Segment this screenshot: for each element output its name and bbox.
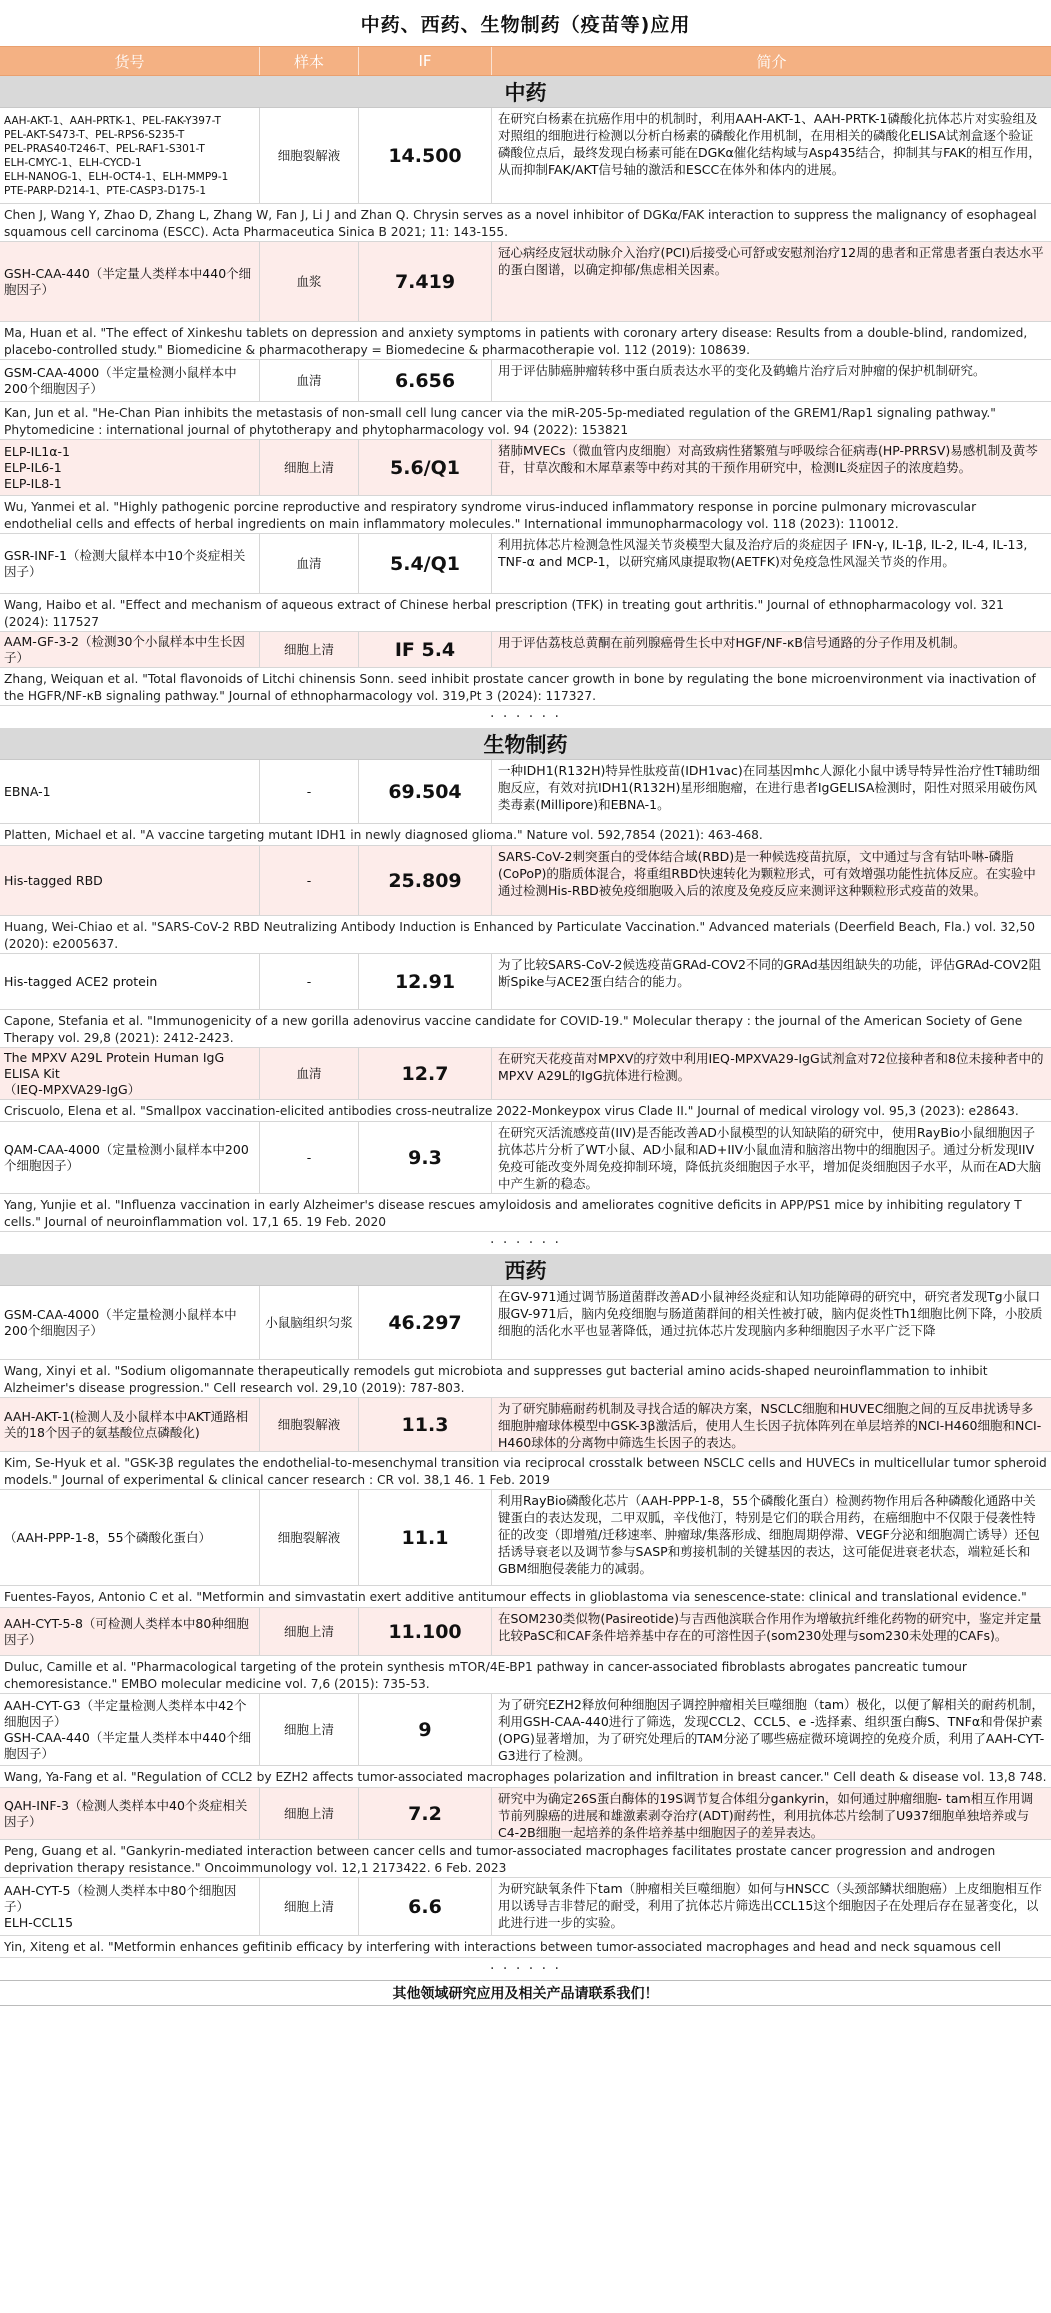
sample-cell bbox=[260, 242, 359, 321]
product-cell bbox=[0, 954, 260, 1009]
summary-cell-text: 在研究白杨素在抗癌作用中的机制时，利用AAH-AKT-1、AAH-PRTK-1磷酸化抗体芯片对实验组及对照组的细胞进行检测以分析白杨素的磷酸化作用机制，在用相关的磷酸化ELISA试剂盒逐个验证磷酸位点后，最终发现白杨素可能在DGKα催化结构域与Asp435结合，抑制其与FAK的相互作用，从而抑制FAK/AKT信号轴的激活和ESCC在体外和体内的进展。 bbox=[498, 111, 1041, 177]
summary-cell bbox=[492, 760, 1051, 823]
sample-cell-text: - bbox=[306, 973, 312, 989]
sample-cell bbox=[260, 360, 359, 401]
table-row bbox=[0, 360, 1051, 402]
impact-factor-cell-text: 46.297 bbox=[388, 1311, 462, 1334]
sample-cell-text: 细胞上清 bbox=[283, 1721, 334, 1737]
summary-cell-text: SARS-CoV-2刺突蛋白的受体结合域(RBD)是一种候选疫苗抗原，文中通过与含有钴卟啉-磷脂(CoPoP)的脂质体混合，将重组RBD快速转化为颗粒形式，可有效增强功能性抗体反应。在实验中通过检测His-RBD被免疫细胞吸入后的浓度及免疫反应来测评这种颗粒形式疫苗的效果。 bbox=[498, 849, 1036, 898]
product-cell-text: EBNA-1 bbox=[4, 783, 51, 799]
product-cell bbox=[0, 1694, 260, 1765]
header-summary: 简介 bbox=[756, 52, 787, 71]
impact-factor-cell bbox=[359, 534, 492, 593]
impact-factor-cell bbox=[359, 846, 492, 915]
summary-cell bbox=[492, 534, 1051, 593]
product-cell-text: （AAH-PPP-1-8，55个磷酸化蛋白） bbox=[4, 1529, 212, 1545]
summary-cell bbox=[492, 1788, 1051, 1839]
product-cell-text: GSM-CAA-4000（半定量检测小鼠样本中200个细胞因子） bbox=[4, 1306, 237, 1338]
reference-citation: Wang, Haibo et al. "Effect and mechanism of aqueous extract of Chinese herbal prescription (TFK) in treating gout arthritis." Journal of ethnopharmacology vol. 321 (2024): 117527 bbox=[0, 594, 1051, 632]
sample-cell-text: 血清 bbox=[296, 1065, 322, 1081]
impact-factor-cell bbox=[359, 1608, 492, 1655]
ellipsis-separator: · · · · · · bbox=[490, 709, 561, 725]
sample-cell-text: 血清 bbox=[296, 555, 322, 571]
product-cell bbox=[0, 760, 260, 823]
impact-factor-cell bbox=[359, 440, 492, 495]
summary-cell-text: 利用抗体芯片检测急性风湿关节炎模型大鼠及治疗后的炎症因子 IFN-γ, IL-1β, IL-2, IL-4, IL-13, TNF-α and MCP-1，以研究痛风康提取物(AETFK)对免疫急性风湿关节炎的作用。 bbox=[498, 537, 1028, 569]
sample-cell bbox=[260, 1286, 359, 1359]
sample-cell-text: 细胞上清 bbox=[283, 1805, 334, 1821]
table-row bbox=[0, 242, 1051, 322]
summary-cell-text: 在SOM230类似物(Pasireotide)与吉西他滨联合作用作为增敏抗纤维化药物的研究中，鉴定并定量比较PaSC和CAF条件培养基中存在的可溶性因子(som230处理与som230未处理的CAFs)。 bbox=[498, 1611, 1042, 1643]
summary-cell-text: 用于评估肺癌肿瘤转移中蛋白质表达水平的变化及鹤蟾片治疗后对肿瘤的保护机制研究。 bbox=[498, 363, 986, 378]
product-cell-text: GSH-CAA-440（半定量人类样本中440个细胞因子） bbox=[4, 265, 252, 297]
product-cell bbox=[0, 1608, 260, 1655]
header-product: 货号 bbox=[0, 47, 260, 75]
product-cell bbox=[0, 1878, 260, 1935]
impact-factor-cell-text: 11.3 bbox=[401, 1413, 449, 1436]
reference-citation: Peng, Guang et al. "Gankyrin-mediated interaction between cancer cells and tumor-associated macrophages facilitates prostate cancer progression and androgen deprivation therapy resistance." Oncoimmunology vol. 12,1 2173422. 6 Feb. 2023 bbox=[0, 1840, 1051, 1878]
sample-cell-text: - bbox=[306, 783, 312, 799]
sample-cell bbox=[260, 1694, 359, 1765]
table-row bbox=[0, 1490, 1051, 1586]
table-row bbox=[0, 1122, 1051, 1194]
impact-factor-cell-text: 12.7 bbox=[401, 1062, 449, 1085]
product-cell bbox=[0, 1048, 260, 1099]
table-row bbox=[0, 1694, 1051, 1766]
product-cell bbox=[0, 242, 260, 321]
sample-cell bbox=[260, 1788, 359, 1839]
summary-cell bbox=[492, 108, 1051, 203]
impact-factor-cell-text: 6.6 bbox=[408, 1895, 442, 1918]
sample-cell bbox=[260, 1398, 359, 1451]
impact-factor-cell bbox=[359, 1048, 492, 1099]
impact-factor-cell-text: 5.4/Q1 bbox=[390, 552, 460, 575]
sample-cell bbox=[260, 534, 359, 593]
sample-cell bbox=[260, 108, 359, 203]
impact-factor-cell-text: 7.2 bbox=[408, 1802, 442, 1825]
product-cell-text: AAH-CYT-5（检测人类样本中80个细胞因子） ELH-CCL15 bbox=[4, 1882, 237, 1930]
ellipsis-separator: · · · · · · bbox=[490, 1235, 561, 1251]
summary-cell-text: 为了比较SARS-CoV-2候选疫苗GRAd-COV2不同的GRAd基因组缺失的功能，评估GRAd-COV2阻断Spike与ACE2蛋白结合的能力。 bbox=[498, 957, 1042, 989]
impact-factor-cell bbox=[359, 1694, 492, 1765]
contact-footer: 其他领域研究应用及相关产品请联系我们！ bbox=[0, 1980, 1051, 2006]
summary-cell bbox=[492, 954, 1051, 1009]
table-row bbox=[0, 846, 1051, 916]
product-cell-text: AAH-AKT-1、AAH-PRTK-1、PEL-FAK-Y397-T PEL-AKT-S473-T、PEL-RPS6-S235-T PEL-PRAS40-T246-T、PEL-RAF1-S301-T ELH-CMYC-1、ELH-CYCD-1 ELH-NANOG-1、ELH-OCT4-1、ELH-MMP9-1 PTE-PARP-D214-1、PTE-CASP3-D175-1 bbox=[4, 114, 229, 197]
summary-cell-text: 为了研究肺癌耐药机制及寻找合适的解决方案，NSCLC细胞和HUVEC细胞之间的互反串扰诱导多细胞肿瘤球体模型中GSK-3β激活后，使用人生长因子抗体阵列在单层培养的NCI-H460细胞和NCI-H460球体的分离物中筛选生长因子的表达。 bbox=[498, 1401, 1042, 1450]
sample-cell-text: - bbox=[306, 1149, 312, 1165]
sample-cell bbox=[260, 846, 359, 915]
impact-factor-cell bbox=[359, 360, 492, 401]
impact-factor-cell-text: 7.419 bbox=[394, 270, 456, 293]
reference-citation: Zhang, Weiquan et al. "Total flavonoids of Litchi chinensis Sonn. seed inhibit prostate cancer growth in bone by regulating the bone microenvironment via inactivation of the HGFR/NF-κB signaling pathway." Journal of ethnopharmacology vol. 319,Pt 3 (2024): 117327. bbox=[0, 668, 1051, 706]
impact-factor-cell bbox=[359, 1398, 492, 1451]
sample-cell-text: 小鼠脑组织匀浆 bbox=[265, 1314, 353, 1330]
reference-citation: Capone, Stefania et al. "Immunogenicity of a new gorilla adenovirus vaccine candidate for COVID-19." Molecular therapy : the journal of the American Society of Gene Therapy vol. 29,8 (2021): 2412-2423. bbox=[0, 1010, 1051, 1048]
ellipsis-separator: · · · · · · bbox=[490, 1961, 561, 1977]
sample-cell bbox=[260, 1490, 359, 1585]
reference-citation: Platten, Michael et al. "A vaccine targeting mutant IDH1 in newly diagnosed glioma." Nature vol. 592,7854 (2021): 463-468. bbox=[0, 824, 1051, 846]
product-cell bbox=[0, 1788, 260, 1839]
table-row bbox=[0, 534, 1051, 594]
table-row bbox=[0, 1878, 1051, 1936]
impact-factor-cell-text: 9.3 bbox=[408, 1146, 442, 1169]
sample-cell bbox=[260, 760, 359, 823]
product-cell bbox=[0, 108, 260, 203]
sample-cell bbox=[260, 954, 359, 1009]
product-cell-text: QAM-CAA-4000（定量检测小鼠样本中200个细胞因子） bbox=[4, 1141, 249, 1173]
reference-citation: Criscuolo, Elena et al. "Smallpox vaccination-elicited antibodies cross-neutralize 2022-Monkeypox virus Clade II." Journal of medical virology vol. 95,3 (2023): e28643. bbox=[0, 1100, 1051, 1122]
reference-citation: Wang, Ya-Fang et al. "Regulation of CCL2 by EZH2 affects tumor-associated macrophages polarization and infiltration in breast cancer." Cell death & disease vol. 13,8 748. bbox=[0, 1766, 1051, 1788]
reference-citation: Wang, Xinyi et al. "Sodium oligomannate therapeutically remodels gut microbiota and suppresses gut bacterial amino acids-shaped neuroinflammation to inhibit Alzheimer's disease progression." Cell research vol. 29,10 (2019): 787-803. bbox=[0, 1360, 1051, 1398]
summary-cell-text: 用于评估荔枝总黄酮在前列腺癌骨生长中对HGF/NF-κB信号通路的分子作用及机制。 bbox=[498, 635, 966, 650]
summary-cell bbox=[492, 242, 1051, 321]
summary-cell bbox=[492, 1490, 1051, 1585]
summary-cell bbox=[492, 1694, 1051, 1765]
reference-citation: Ma, Huan et al. "The effect of Xinkeshu tablets on depression and anxiety symptoms in patients with coronary artery disease: Results from a double-blind, randomized, placebo-controlled study." Biomedicine & pharmacotherapy = Biomedecine & pharmacotherapie vol. 112 (2019): 108639. bbox=[0, 322, 1051, 360]
product-cell bbox=[0, 1286, 260, 1359]
sample-cell bbox=[260, 632, 359, 667]
summary-cell-text: 冠心病经皮冠状动脉介入治疗(PCI)后接受心可舒或安慰剂治疗12周的患者和正常患者蛋白表达水平的蛋白图谱，以确定抑郁/焦虑相关因素。 bbox=[498, 245, 1044, 277]
reference-citation: Wu, Yanmei et al. "Highly pathogenic porcine reproductive and respiratory syndrome virus-induced inflammatory response in porcine pulmonary microvascular endothelial cells and effects of herbal ingredients on main inflammatory molecules." International immunopharmacology vol. 118 (2023): 110012. bbox=[0, 496, 1051, 534]
summary-cell-text: 利用RayBio磷酸化芯片（AAH-PPP-1-8，55个磷酸化蛋白）检测药物作用后各种磷酸化通路中关键蛋白的表达发现，二甲双胍，辛伐他汀，特别是它们的联合用药，在癌细胞中不仅限于侵袭性特征的改变（即增殖/迁移速率、肿瘤球/集落形成、细胞周期停滞、VEGF分泌和细胞凋亡诱导）还包括诱导衰老以及调节参与SASP和剪接机制的关键基因的表达，这可能促进衰老状态，端粒延长和GBM细胞侵袭能力的减弱。 bbox=[498, 1493, 1040, 1576]
product-cell-text: The MPXV A29L Protein Human IgG ELISA Kit （IEQ-MPXVA29-IgG） bbox=[4, 1049, 225, 1097]
impact-factor-cell bbox=[359, 108, 492, 203]
product-cell bbox=[0, 632, 260, 667]
sample-cell bbox=[260, 1878, 359, 1935]
product-cell-text: ELP-IL1α-1 ELP-IL6-1 ELP-IL8-1 bbox=[4, 443, 70, 491]
sample-cell-text: 细胞上清 bbox=[283, 1623, 334, 1639]
reference-citation: Yin, Xiteng et al. "Metformin enhances gefitinib efficacy by interfering with interactions between tumor-associated macrophages and head and neck squamous cell bbox=[0, 1936, 1051, 1958]
table-row bbox=[0, 440, 1051, 496]
impact-factor-cell bbox=[359, 954, 492, 1009]
summary-cell-text: 为了研究EZH2释放何种细胞因子调控肿瘤相关巨噬细胞（tam）极化，以便了解相关的耐药机制，利用GSH-CAA-440进行了筛选，发现CCL2、CCL5、e -选择素、组织蛋白酶S、TNFα和骨保护素(OPG)显著增加，为了研究处理后的TAM分泌了哪些癌症微环境调控的免疫介质，利用了AAH-CYT-G3进行了检测。 bbox=[498, 1697, 1045, 1763]
product-cell-text: AAH-AKT-1(检测人及小鼠样本中AKT通路相关的18个因子的氨基酸位点磷酸化) bbox=[4, 1408, 249, 1440]
table-body bbox=[0, 76, 1051, 1980]
table-row bbox=[0, 1608, 1051, 1656]
table-row bbox=[0, 954, 1051, 1010]
summary-cell-text: 在研究灭活流感疫苗(IIV)是否能改善AD小鼠模型的认知缺陷的研究中，使用RayBio小鼠细胞因子抗体芯片分析了WT小鼠、AD小鼠和AD+IIV小鼠血清和脑溶出物中的细胞因子。通过分析发现IIV免疫可能改变外周免疫抑制环境，降低抗炎细胞因子水平，增加促炎细胞因子水平，从而在AD大脑中产生新的稳态。 bbox=[498, 1125, 1042, 1191]
reference-citation: Fuentes-Fayos, Antonio C et al. "Metformin and simvastatin exert additive antitumour effects in glioblastoma via senescence-state: clinical and translational evidence." bbox=[0, 1586, 1051, 1608]
table-row bbox=[0, 632, 1051, 668]
reference-citation: Kan, Jun et al. "He-Chan Pian inhibits the metastasis of non-small cell lung cancer via the miR-205-5p-mediated regulation of the GREM1/Rap1 signaling pathway." Phytomedicine : international journal of phytotherapy and phytopharmacology vol. 94 (2022): 153821 bbox=[0, 402, 1051, 440]
sample-cell-text: 细胞裂解液 bbox=[277, 1416, 341, 1432]
impact-factor-cell bbox=[359, 1286, 492, 1359]
header-sample: 样本 bbox=[260, 47, 359, 75]
product-cell bbox=[0, 360, 260, 401]
summary-cell-text: 猪肺MVECs（微血管内皮细胞）对高致病性猪繁殖与呼吸综合征病毒(HP-PRRSV)易感机制及黄芩苷，甘草次酸和木犀草素等中药对其的干预作用研究中，检测IL炎症因子的浓度趋势。 bbox=[498, 443, 1038, 475]
section-heading: 西药 bbox=[0, 1254, 1051, 1286]
product-cell-text: GSR-INF-1（检测大鼠样本中10个炎症相关因子） bbox=[4, 547, 246, 579]
sample-cell-text: 细胞上清 bbox=[283, 641, 334, 657]
impact-factor-cell bbox=[359, 242, 492, 321]
page-title: 中药、西药、生物制药（疫苗等)应用 bbox=[360, 13, 691, 36]
impact-factor-cell-text: 12.91 bbox=[394, 970, 456, 993]
sample-cell-text: 血浆 bbox=[296, 273, 322, 289]
summary-cell bbox=[492, 1398, 1051, 1451]
reference-citation: Chen J, Wang Y, Zhao D, Zhang L, Zhang W, Fan J, Li J and Zhan Q. Chrysin serves as a novel inhibitor of DGKα/FAK interaction to suppress the malignancy of esophageal squamous cell carcinoma (ESCC). Acta Pharmaceutica Sinica B 2021; 11: 143-155. bbox=[0, 204, 1051, 242]
summary-cell bbox=[492, 440, 1051, 495]
impact-factor-cell-text: 11.100 bbox=[388, 1620, 462, 1643]
sample-cell-text: 细胞裂解液 bbox=[277, 1529, 341, 1545]
product-cell bbox=[0, 440, 260, 495]
product-cell-text: AAM-GF-3-2（检测30个小鼠样本中生长因子） bbox=[4, 633, 245, 665]
sample-cell-text: - bbox=[306, 872, 312, 888]
product-cell-text: GSM-CAA-4000（半定量检测小鼠样本中200个细胞因子） bbox=[4, 364, 237, 396]
sample-cell bbox=[260, 1048, 359, 1099]
impact-factor-cell bbox=[359, 1122, 492, 1193]
product-cell bbox=[0, 846, 260, 915]
product-cell-text: His-tagged ACE2 protein bbox=[4, 973, 158, 989]
summary-cell-text: 在研究天花疫苗对MPXV的疗效中利用IEQ-MPXVA29-IgG试剂盒对72位接种者和8位未接种者中的MPXV A29L的IgG抗体进行检测。 bbox=[498, 1051, 1044, 1083]
impact-factor-cell-text: 6.656 bbox=[394, 369, 456, 392]
impact-factor-cell-text: 5.6/Q1 bbox=[390, 456, 460, 479]
sample-cell-text: 细胞上清 bbox=[283, 459, 334, 475]
table-row bbox=[0, 108, 1051, 204]
summary-cell bbox=[492, 1122, 1051, 1193]
table-header bbox=[0, 46, 1051, 76]
reference-citation: Kim, Se-Hyuk et al. "GSK-3β regulates the endothelial-to-mesenchymal transition via reciprocal crosstalk between NSCLC cells and HUVECs in multicellular tumor spheroid models." Journal of experimental & clinical cancer research : CR vol. 38,1 46. 1 Feb. 2019 bbox=[0, 1452, 1051, 1490]
summary-cell bbox=[492, 1878, 1051, 1935]
product-cell-text: His-tagged RBD bbox=[4, 872, 103, 888]
product-cell bbox=[0, 534, 260, 593]
summary-cell-text: 为研究缺氧条件下tam（肿瘤相关巨噬细胞）如何与HNSCC（头颈部鳞状细胞癌）上皮细胞相互作用以诱导吉非替尼的耐受，利用了抗体芯片筛选出CCL15这个细胞因子在处理后存在显著变化，以此进行进一步的实验。 bbox=[498, 1881, 1042, 1930]
impact-factor-cell bbox=[359, 760, 492, 823]
impact-factor-cell-text: 11.1 bbox=[401, 1526, 449, 1549]
table-row bbox=[0, 1398, 1051, 1452]
summary-cell bbox=[492, 1048, 1051, 1099]
sample-cell bbox=[260, 1608, 359, 1655]
product-cell-text: AAH-CYT-5-8（可检测人类样本中80种细胞因子） bbox=[4, 1615, 249, 1647]
sample-cell-text: 细胞上清 bbox=[283, 1898, 334, 1914]
summary-cell-text: 在GV-971通过调节肠道菌群改善AD小鼠神经炎症和认知功能障碍的研究中，研究者发现Tg小鼠口服GV-971后，脑内免疫细胞与肠道菌群间的相关性被打破，脑内促炎性Th1细胞比例下降，小胶质细胞的活化水平也显著降低，通过抗体芯片发现脑内多种细胞因子水平广泛下降 bbox=[498, 1289, 1043, 1338]
summary-cell bbox=[492, 846, 1051, 915]
summary-cell-text: 一种IDH1(R132H)特异性肽疫苗(IDH1vac)在同基因mhc人源化小鼠中诱导特异性治疗性T辅助细胞反应，有效对抗IDH1(R132H)星形细胞瘤，在进行患者IgGELISA检测时，阳性对照采用破伤风类毒素(Millipore)和EBNA-1。 bbox=[498, 763, 1040, 812]
impact-factor-cell-text: IF 5.4 bbox=[394, 638, 456, 661]
summary-cell bbox=[492, 1286, 1051, 1359]
section-heading: 生物制药 bbox=[0, 728, 1051, 760]
table-row bbox=[0, 1286, 1051, 1360]
impact-factor-cell-text: 69.504 bbox=[388, 780, 462, 803]
sample-cell bbox=[260, 1122, 359, 1193]
impact-factor-cell bbox=[359, 1490, 492, 1585]
sample-cell bbox=[260, 440, 359, 495]
impact-factor-cell bbox=[359, 632, 492, 667]
impact-factor-cell-text: 9 bbox=[418, 1718, 432, 1741]
reference-citation: Yang, Yunjie et al. "Influenza vaccination in early Alzheimer's disease rescues amyloidosis and ameliorates cognitive deficits in APP/PS1 mice by inhibiting regulatory T cells." Journal of neuroinflammation vol. 17,1 65. 19 Feb. 2020 bbox=[0, 1194, 1051, 1232]
section-heading: 中药 bbox=[0, 76, 1051, 108]
table-row bbox=[0, 1048, 1051, 1100]
product-cell-text: AAH-CYT-G3（半定量检测人类样本中42个细胞因子） GSH-CAA-440（半定量人类样本中440个细胞因子） bbox=[4, 1697, 252, 1761]
impact-factor-cell-text: 14.500 bbox=[388, 144, 462, 167]
sample-cell-text: 血清 bbox=[296, 372, 322, 388]
product-cell bbox=[0, 1122, 260, 1193]
sample-cell-text: 细胞裂解液 bbox=[277, 147, 341, 163]
table-row bbox=[0, 760, 1051, 824]
reference-citation: Huang, Wei-Chiao et al. "SARS-CoV-2 RBD Neutralizing Antibody Induction is Enhanced by Particulate Vaccination." Advanced materials (Deerfield Beach, Fla.) vol. 32,50 (2020): e2005637. bbox=[0, 916, 1051, 954]
summary-cell bbox=[492, 632, 1051, 667]
product-cell-text: QAH-INF-3（检测人类样本中40个炎症相关因子） bbox=[4, 1797, 248, 1829]
reference-citation: Duluc, Camille et al. "Pharmacological targeting of the protein synthesis mTOR/4E-BP1 pathway in cancer-associated fibroblasts abrogates pancreatic tumour chemoresistance." EMBO molecular medicine vol. 7,6 (2015): 735-53. bbox=[0, 1656, 1051, 1694]
summary-cell bbox=[492, 1608, 1051, 1655]
impact-factor-cell-text: 25.809 bbox=[388, 869, 462, 892]
impact-factor-cell bbox=[359, 1878, 492, 1935]
impact-factor-cell bbox=[359, 1788, 492, 1839]
product-cell bbox=[0, 1398, 260, 1451]
summary-cell bbox=[492, 360, 1051, 401]
summary-cell-text: 研究中为确定26S蛋白酶体的19S调节复合体组分gankyrin，如何通过肿瘤细胞- tam相互作用调节前列腺癌的进展和雄激素剥夺治疗(ADT)耐药性，利用抗体芯片绘制了U937细胞单独培养或与C4-2B细胞一起培养的条件培养基中细胞因子的差异表达。 bbox=[498, 1791, 1034, 1839]
product-cell bbox=[0, 1490, 260, 1585]
table-row bbox=[0, 1788, 1051, 1840]
header-if: IF bbox=[359, 47, 492, 75]
